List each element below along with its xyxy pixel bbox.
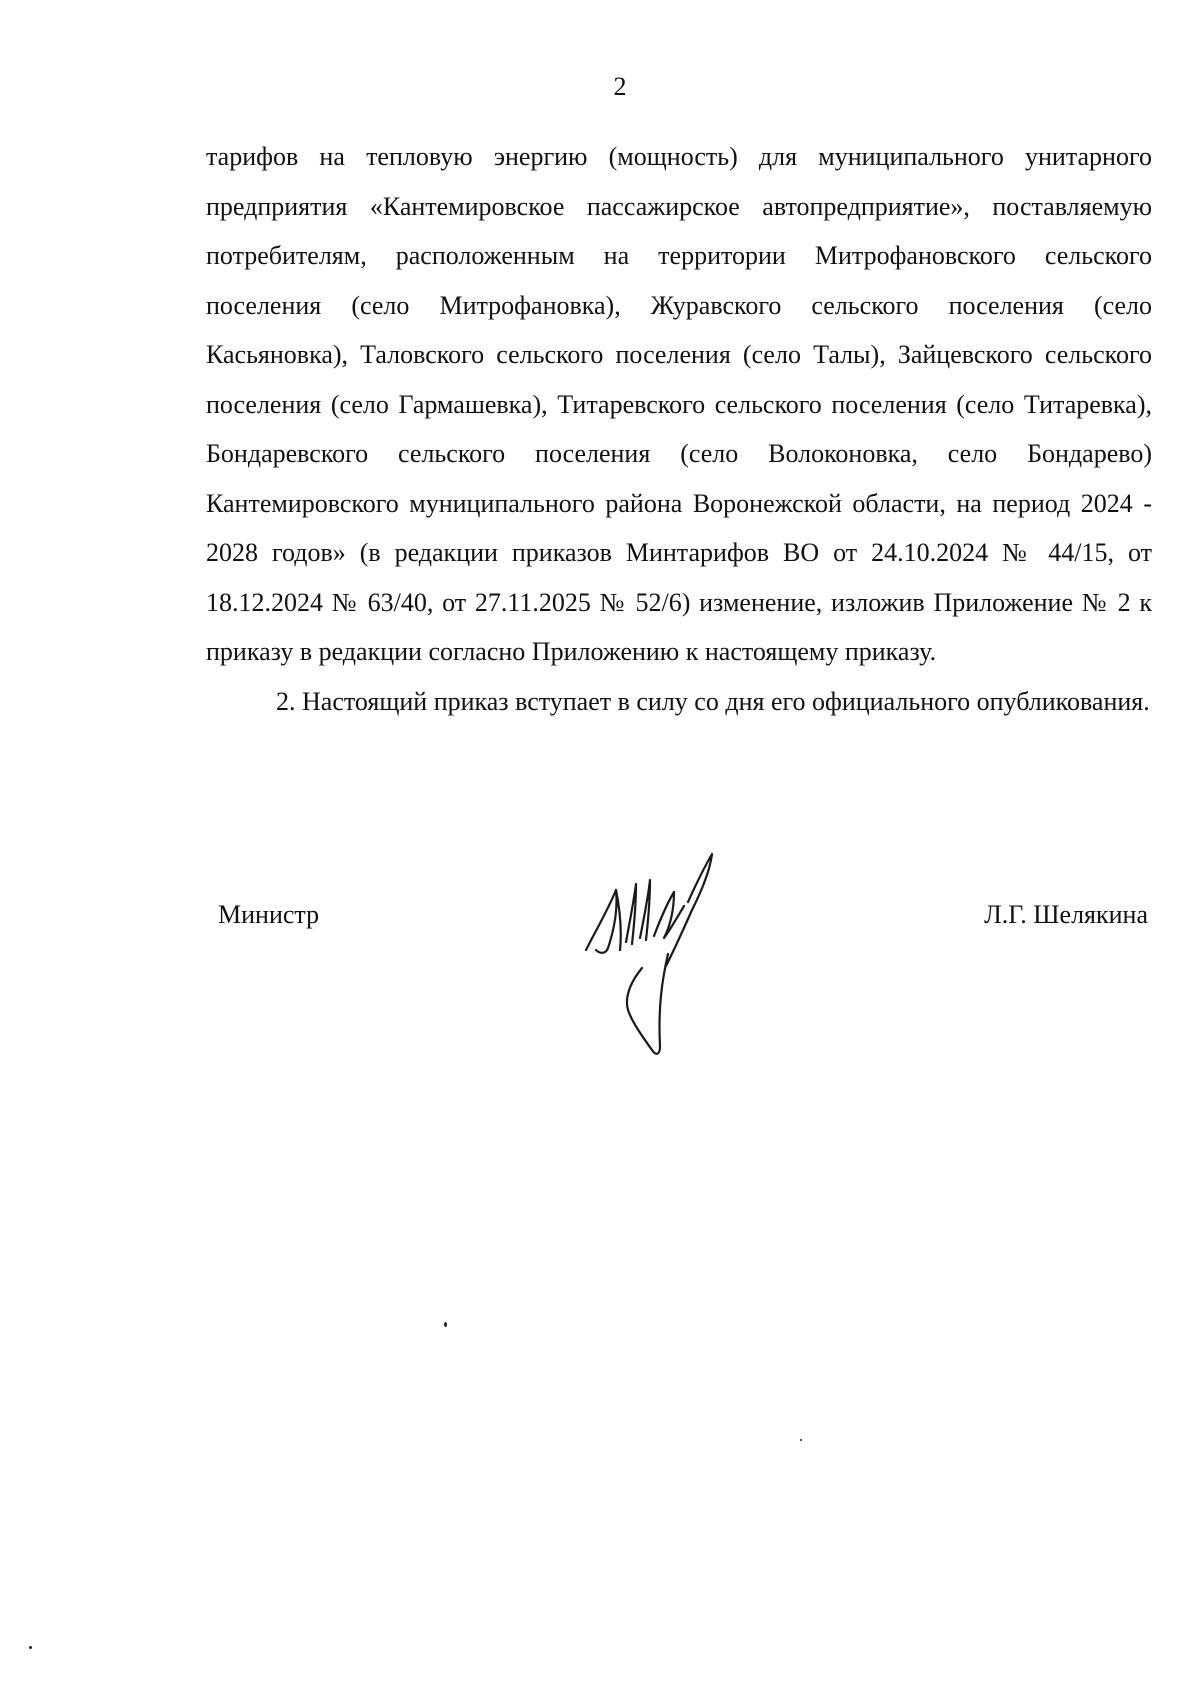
signer-name: Л.Г. Шелякина (984, 900, 1148, 929)
document-body (206, 132, 1152, 726)
scan-speck (444, 1322, 447, 1327)
signer-title: Министр (218, 900, 320, 929)
paragraph-continuation: тарифов на тепловую энергию (мощность) для муниципального унитарного предприятия «Кантемировское пассажирское автопредприятие», поставляемую потребителям, расположенным на территории Митрофановского сельского поселения (село Митрофановка), Журавского сельского поселения (село Касьяновка), Таловского сельского поселения (село Талы), Зайцевского сельского поселения (село Гармашевка), Титаревского сельского поселения (село Титаревка), Бондаревского сельского поселения (село Волоконовка, село Бондарево) Кантемировского муниципального района Воронежской области, на период 2024 - 2028 годов» (в редакции приказов Минтарифов ВО от 24.10.2024 № 44/15, от 18.12.2024 № 63/40, от 27.11.2025 № 52/6) изменение, изложив Приложение № 2 к приказу в редакции согласно Приложению к настоящему приказу. (206, 142, 1152, 666)
paragraph-effective-date: 2. Настоящий приказ вступает в силу со дня его официального опубликования. (276, 686, 1150, 716)
scan-speck (29, 1646, 32, 1649)
scan-speck (800, 1439, 802, 1441)
handwritten-signature (578, 850, 728, 1060)
page-number: 2 (613, 72, 627, 101)
